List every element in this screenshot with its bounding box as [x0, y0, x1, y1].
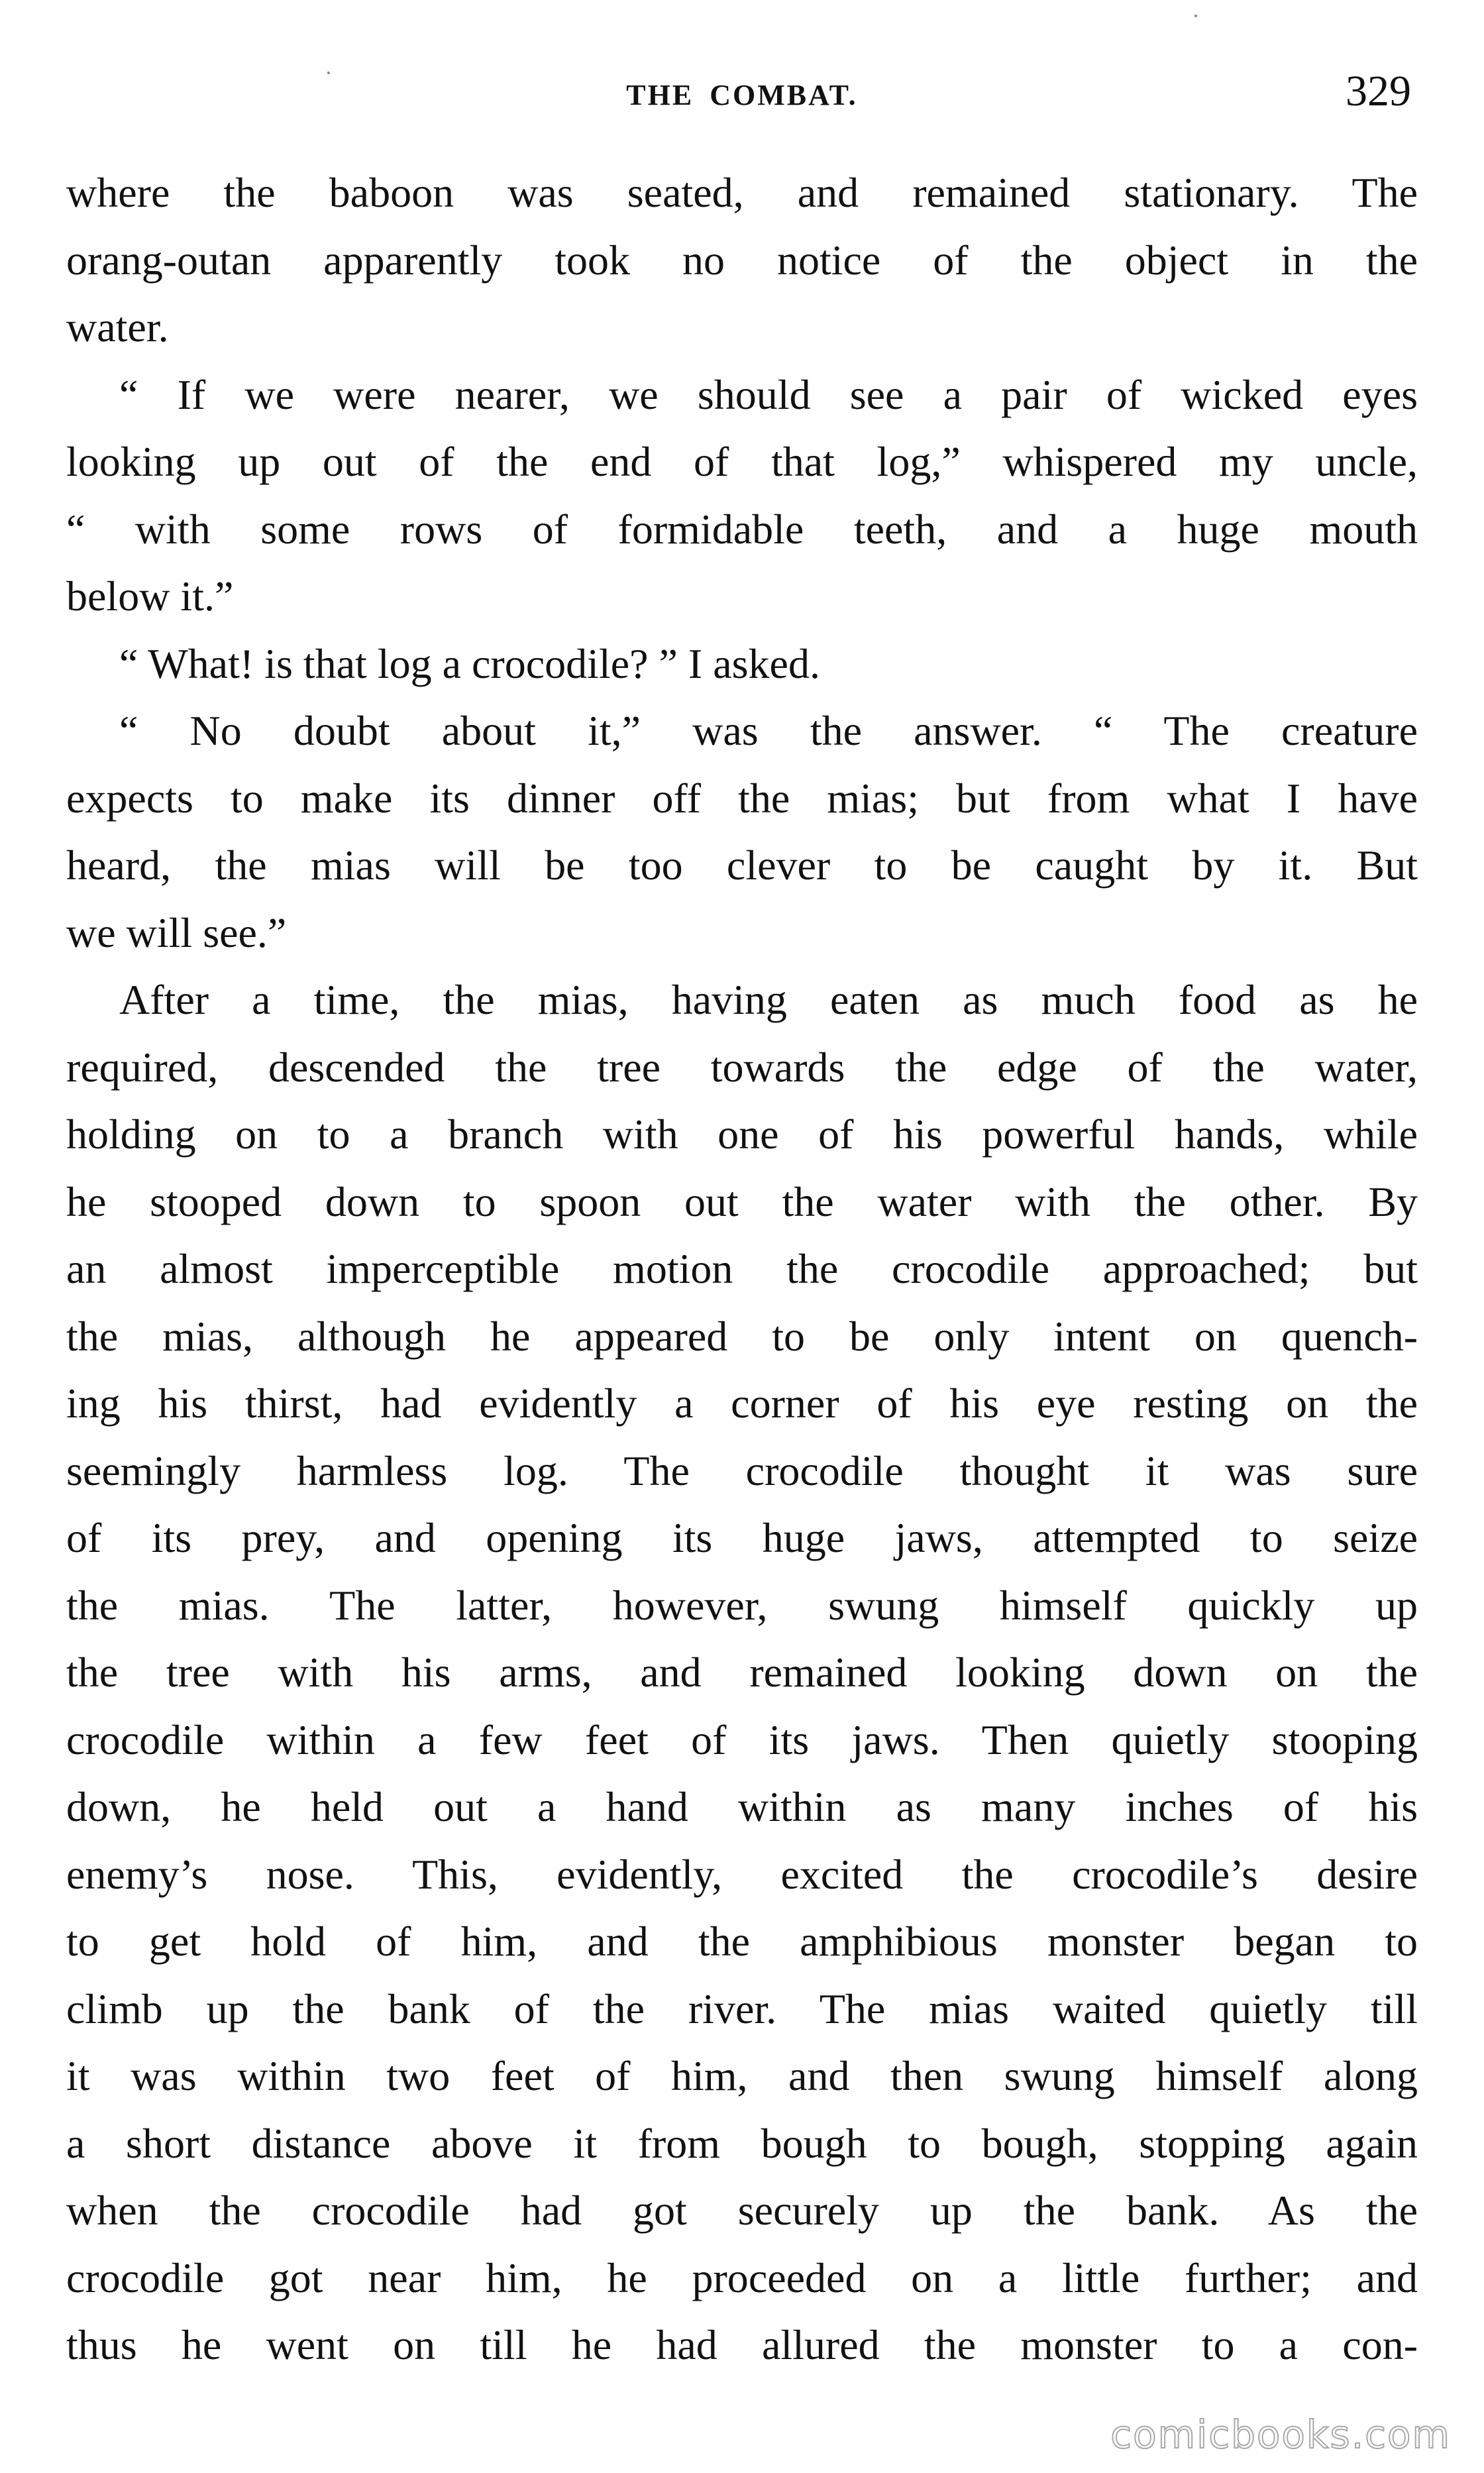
text-line: it was within two feet of him, and then swung himself along [66, 2052, 1418, 2099]
text-line: where the baboon was seated, and remained stationary. The [66, 169, 1418, 216]
text-line: the mias. The latter, however, swung himself quickly up [66, 1581, 1418, 1629]
text-line: an almost imperceptible motion the crocodile approached; but [66, 1245, 1418, 1292]
text-line: “ with some rows of formidable teeth, and a huge mouth [66, 505, 1418, 553]
running-head [66, 66, 1418, 126]
text-line: ing his thirst, had evidently a corner of his eye resting on the [66, 1380, 1418, 1427]
page-speck [327, 72, 330, 74]
text-line: he stooped down to spoon out the water with the other. By [66, 1178, 1418, 1225]
text-line: orang-outan apparently took no notice of the object in the [66, 236, 1418, 284]
page-number: 329 [1346, 67, 1411, 115]
text-line: heard, the mias will be too clever to be caught by it. But [66, 842, 1418, 889]
text-line: seemingly harmless log. The crocodile thought it was sure [66, 1447, 1418, 1494]
text-line: holding on to a branch with one of his powerful hands, while [66, 1111, 1418, 1158]
text-line: thus he went on till he had allured the monster to a con- [66, 2321, 1418, 2368]
text-line: enemy’s nose. This, evidently, excited the crocodile’s desire [66, 1850, 1418, 1898]
text-line: “ If we were nearer, we should see a pair of wicked eyes [119, 370, 1418, 418]
text-line: expects to make its dinner off the mias; but from what I have [66, 774, 1418, 822]
text-line: down, he held out a hand within as many inches of his [66, 1783, 1418, 1830]
text-line: crocodile got near him, he proceeded on a little further; and [66, 2254, 1418, 2301]
body-text [66, 159, 1418, 2379]
text-line: the tree with his arms, and remained looking down on the [66, 1649, 1418, 1696]
text-line: below it.” [66, 573, 234, 620]
text-line: when the crocodile had got securely up the bank. As the [66, 2187, 1418, 2234]
text-line: water. [66, 303, 169, 351]
watermark: comicbooks.com [1110, 2412, 1451, 2457]
text-line: After a time, the mias, having eaten as much food as he [119, 976, 1418, 1023]
running-title: THE COMBAT. [626, 79, 858, 111]
text-line: “ No doubt about it,” was the answer. “ The creature [119, 707, 1418, 754]
text-line: climb up the bank of the river. The mias waited quietly till [66, 1985, 1418, 2032]
text-line: required, descended the tree towards the edge of the water, [66, 1043, 1418, 1091]
text-line: the mias, although he appeared to be only intent on quench- [66, 1312, 1418, 1360]
text-line: crocodile within a few feet of its jaws. Then quietly stooping [66, 1716, 1418, 1763]
text-line: to get hold of him, and the amphibious monster began to [66, 1918, 1418, 1965]
text-line: a short distance above it from bough to bough, stopping again [66, 2119, 1418, 2167]
text-line: we will see.” [66, 908, 287, 956]
text-line: of its prey, and opening its huge jaws, attempted to seize [66, 1514, 1418, 1561]
text-line: “ What! is that log a crocodile? ” I asked. [119, 639, 820, 687]
text-line: looking up out of the end of that log,” whispered my uncle, [66, 438, 1418, 485]
page-speck [1194, 15, 1197, 17]
